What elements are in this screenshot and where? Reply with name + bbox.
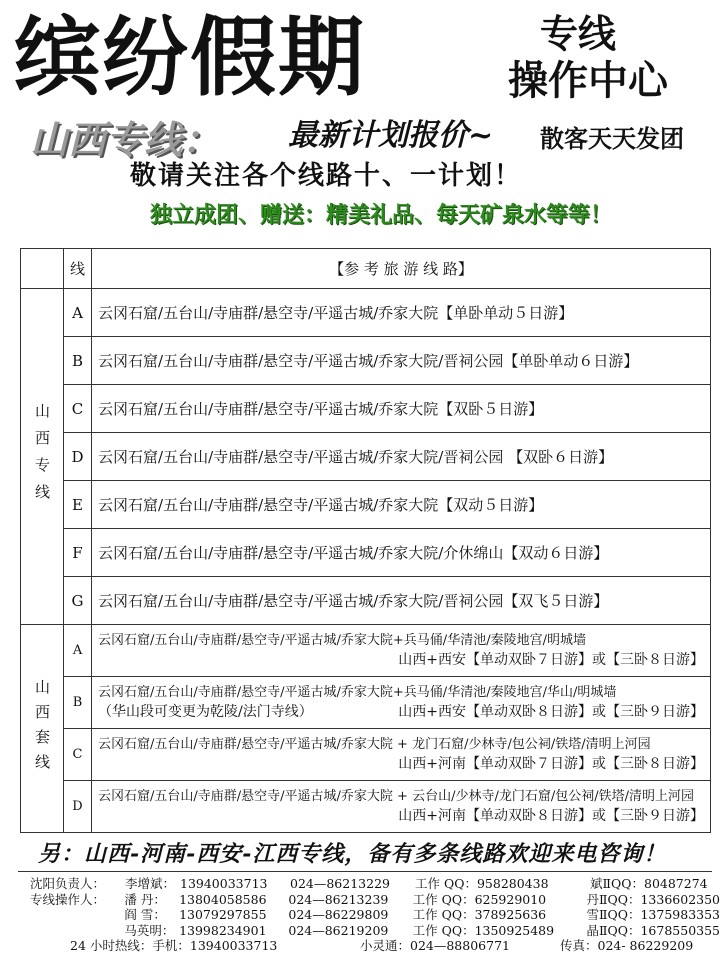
contact-name: 阎 雪： <box>124 907 166 922</box>
route-code: B <box>64 677 92 729</box>
contact-qq: 工作 QQ：1350925489 <box>412 922 555 938</box>
contact-phone: 13940033713 <box>180 876 268 891</box>
contact-qq: 工作 QQ：958280438 <box>415 876 549 891</box>
promo-line: 独立成团、赠送：精美礼品、每天矿泉水等等！ <box>150 203 613 228</box>
route-code: A <box>64 625 92 677</box>
contact-qq2: 丹ⅡQQ：1336602350 <box>586 891 721 907</box>
table-row <box>21 337 711 385</box>
route-code: D <box>64 781 92 833</box>
table-row <box>21 481 711 529</box>
contact-qq: 工作 QQ：625929010 <box>412 891 547 907</box>
contact-qq2: 雪ⅡQQ：1375983353 <box>586 907 721 922</box>
contact-phone: 13804058586 <box>179 891 267 907</box>
route-text: 云冈石窟/五台山/寺庙群/悬空寺/平遥古城/乔家大院+兵马俑/华清池/秦陵地宫/华山/明城墙 <box>98 684 617 700</box>
table-row <box>21 781 711 833</box>
group-label-shanxi: 山西专线 <box>21 289 64 625</box>
hotline: 24 小时热线：手机：13940033713 <box>70 938 278 953</box>
subtitle-daily: 散客天天发团 <box>540 125 684 153</box>
route-text: 云冈石窟/五台山/寺庙群/悬空寺/平遥古城/乔家大院+兵马俑/华清池/秦陵地宫/明城墙 <box>98 632 586 648</box>
contact-tel: 024—86213239 <box>288 891 389 907</box>
route-text: 云冈石窟/五台山/寺庙群/悬空寺/平遥古城/乔家大院/晋祠公园【双飞５日游】 <box>92 577 711 625</box>
route-duration: 山西+西安【单动双卧８日游】或【三卧９日游】 <box>398 703 704 720</box>
divider <box>18 871 712 872</box>
footer-note: 另：山西-河南-西安-江西专线，备有多条线路欢迎来电咨询！ <box>38 841 667 867</box>
contact-qq: 工作 QQ：378925636 <box>412 907 547 922</box>
contact-role <box>30 923 124 939</box>
contact-tel: 024—86229809 <box>288 907 389 922</box>
table-row <box>21 577 711 625</box>
route-code: C <box>64 729 92 781</box>
contact-phone: 13079297855 <box>179 907 267 922</box>
contact-row <box>30 876 720 892</box>
table-row <box>21 433 711 481</box>
group-label-combo: 山西套线 <box>21 625 64 833</box>
route-code: G <box>64 577 92 625</box>
contact-row <box>30 923 720 939</box>
subtitle-plan: 最新计划报价~ <box>288 118 494 153</box>
notice-line: 敬请关注各个线路十、一计划！ <box>130 161 523 191</box>
contact-tel: 024—86219209 <box>288 922 389 938</box>
route-code: C <box>64 385 92 433</box>
xiaolingtong: 小灵通：024—88806771 <box>360 938 510 953</box>
table-row <box>21 385 711 433</box>
table-row <box>21 625 711 677</box>
route-code: F <box>64 529 92 577</box>
hotline-row <box>30 938 720 954</box>
contact-tel: 024—86213229 <box>290 876 390 891</box>
route-code: B <box>64 337 92 385</box>
table-row <box>21 729 711 781</box>
header-line-col: 线 <box>64 249 92 289</box>
table-row <box>21 677 711 729</box>
header-route-col: 【参 考 旅 游 线 路】 <box>92 249 711 289</box>
contact-qq2: 晶ⅡQQ：1678550355 <box>586 922 721 938</box>
route-table <box>20 248 711 833</box>
brand-side-line2: 操作中心 <box>508 58 668 104</box>
route-text: 云冈石窟/五台山/寺庙群/悬空寺/平遥古城/乔家大院【双卧５日游】 <box>92 385 711 433</box>
table-row <box>21 289 711 337</box>
route-text: 云冈石窟/五台山/寺庙群/悬空寺/平遥古城/乔家大院 + 龙门石窟/少林寺/包公祠/铁塔/清明上河园 <box>98 736 651 752</box>
contact-name: 马英明： <box>124 922 175 938</box>
contact-name: 李增斌： <box>125 876 176 891</box>
route-duration: 山西+西安【单动双卧７日游】或【三卧８日游】 <box>398 651 704 668</box>
route-note: （华山段可变更为乾陵/法门寺线） <box>98 703 313 720</box>
route-text: 云冈石窟/五台山/寺庙群/悬空寺/平遥古城/乔家大院/晋祠公园 【双卧６日游】 <box>92 433 711 481</box>
route-text: 云冈石窟/五台山/寺庙群/悬空寺/平遥古城/乔家大院【双动５日游】 <box>92 481 711 529</box>
contact-role: 沈阳负责人： <box>30 876 106 891</box>
route-code: E <box>64 481 92 529</box>
table-row <box>21 529 711 577</box>
contact-row <box>30 892 720 908</box>
route-code: A <box>64 289 92 337</box>
contact-role: 专线操作人： <box>30 891 106 907</box>
contact-row <box>30 907 720 923</box>
route-text: 云冈石窟/五台山/寺庙群/悬空寺/平遥古城/乔家大院/介休绵山【双动６日游】 <box>92 529 711 577</box>
route-duration: 山西+河南【单动双卧７日游】或【三卧８日游】 <box>398 755 704 772</box>
contact-phone: 13998234901 <box>179 922 267 938</box>
brand-side-line1: 专线 <box>540 12 617 56</box>
brand-title: 缤纷假期 <box>14 8 366 108</box>
contact-role <box>30 907 124 923</box>
route-text: 云冈石窟/五台山/寺庙群/悬空寺/平遥古城/乔家大院【单卧单动５日游】 <box>92 289 711 337</box>
subtitle-region: 山西专线： <box>30 117 221 162</box>
route-text: 云冈石窟/五台山/寺庙群/悬空寺/平遥古城/乔家大院 + 云台山/少林寺/龙门石窟/包公祠/铁塔/清明上河园 <box>98 788 694 804</box>
route-code: D <box>64 433 92 481</box>
fax: 传真：024- 86229209 <box>560 938 694 953</box>
contact-block <box>30 876 720 954</box>
route-duration: 山西+河南【单动双卧８日游】或【三卧９日游】 <box>398 807 704 824</box>
contact-qq2: 斌ⅡQQ：80487274 <box>590 876 708 891</box>
route-text: 云冈石窟/五台山/寺庙群/悬空寺/平遥古城/乔家大院/晋祠公园【单卧单动６日游】 <box>92 337 711 385</box>
table-header-row <box>21 249 711 289</box>
contact-name: 潘 丹： <box>124 891 166 907</box>
